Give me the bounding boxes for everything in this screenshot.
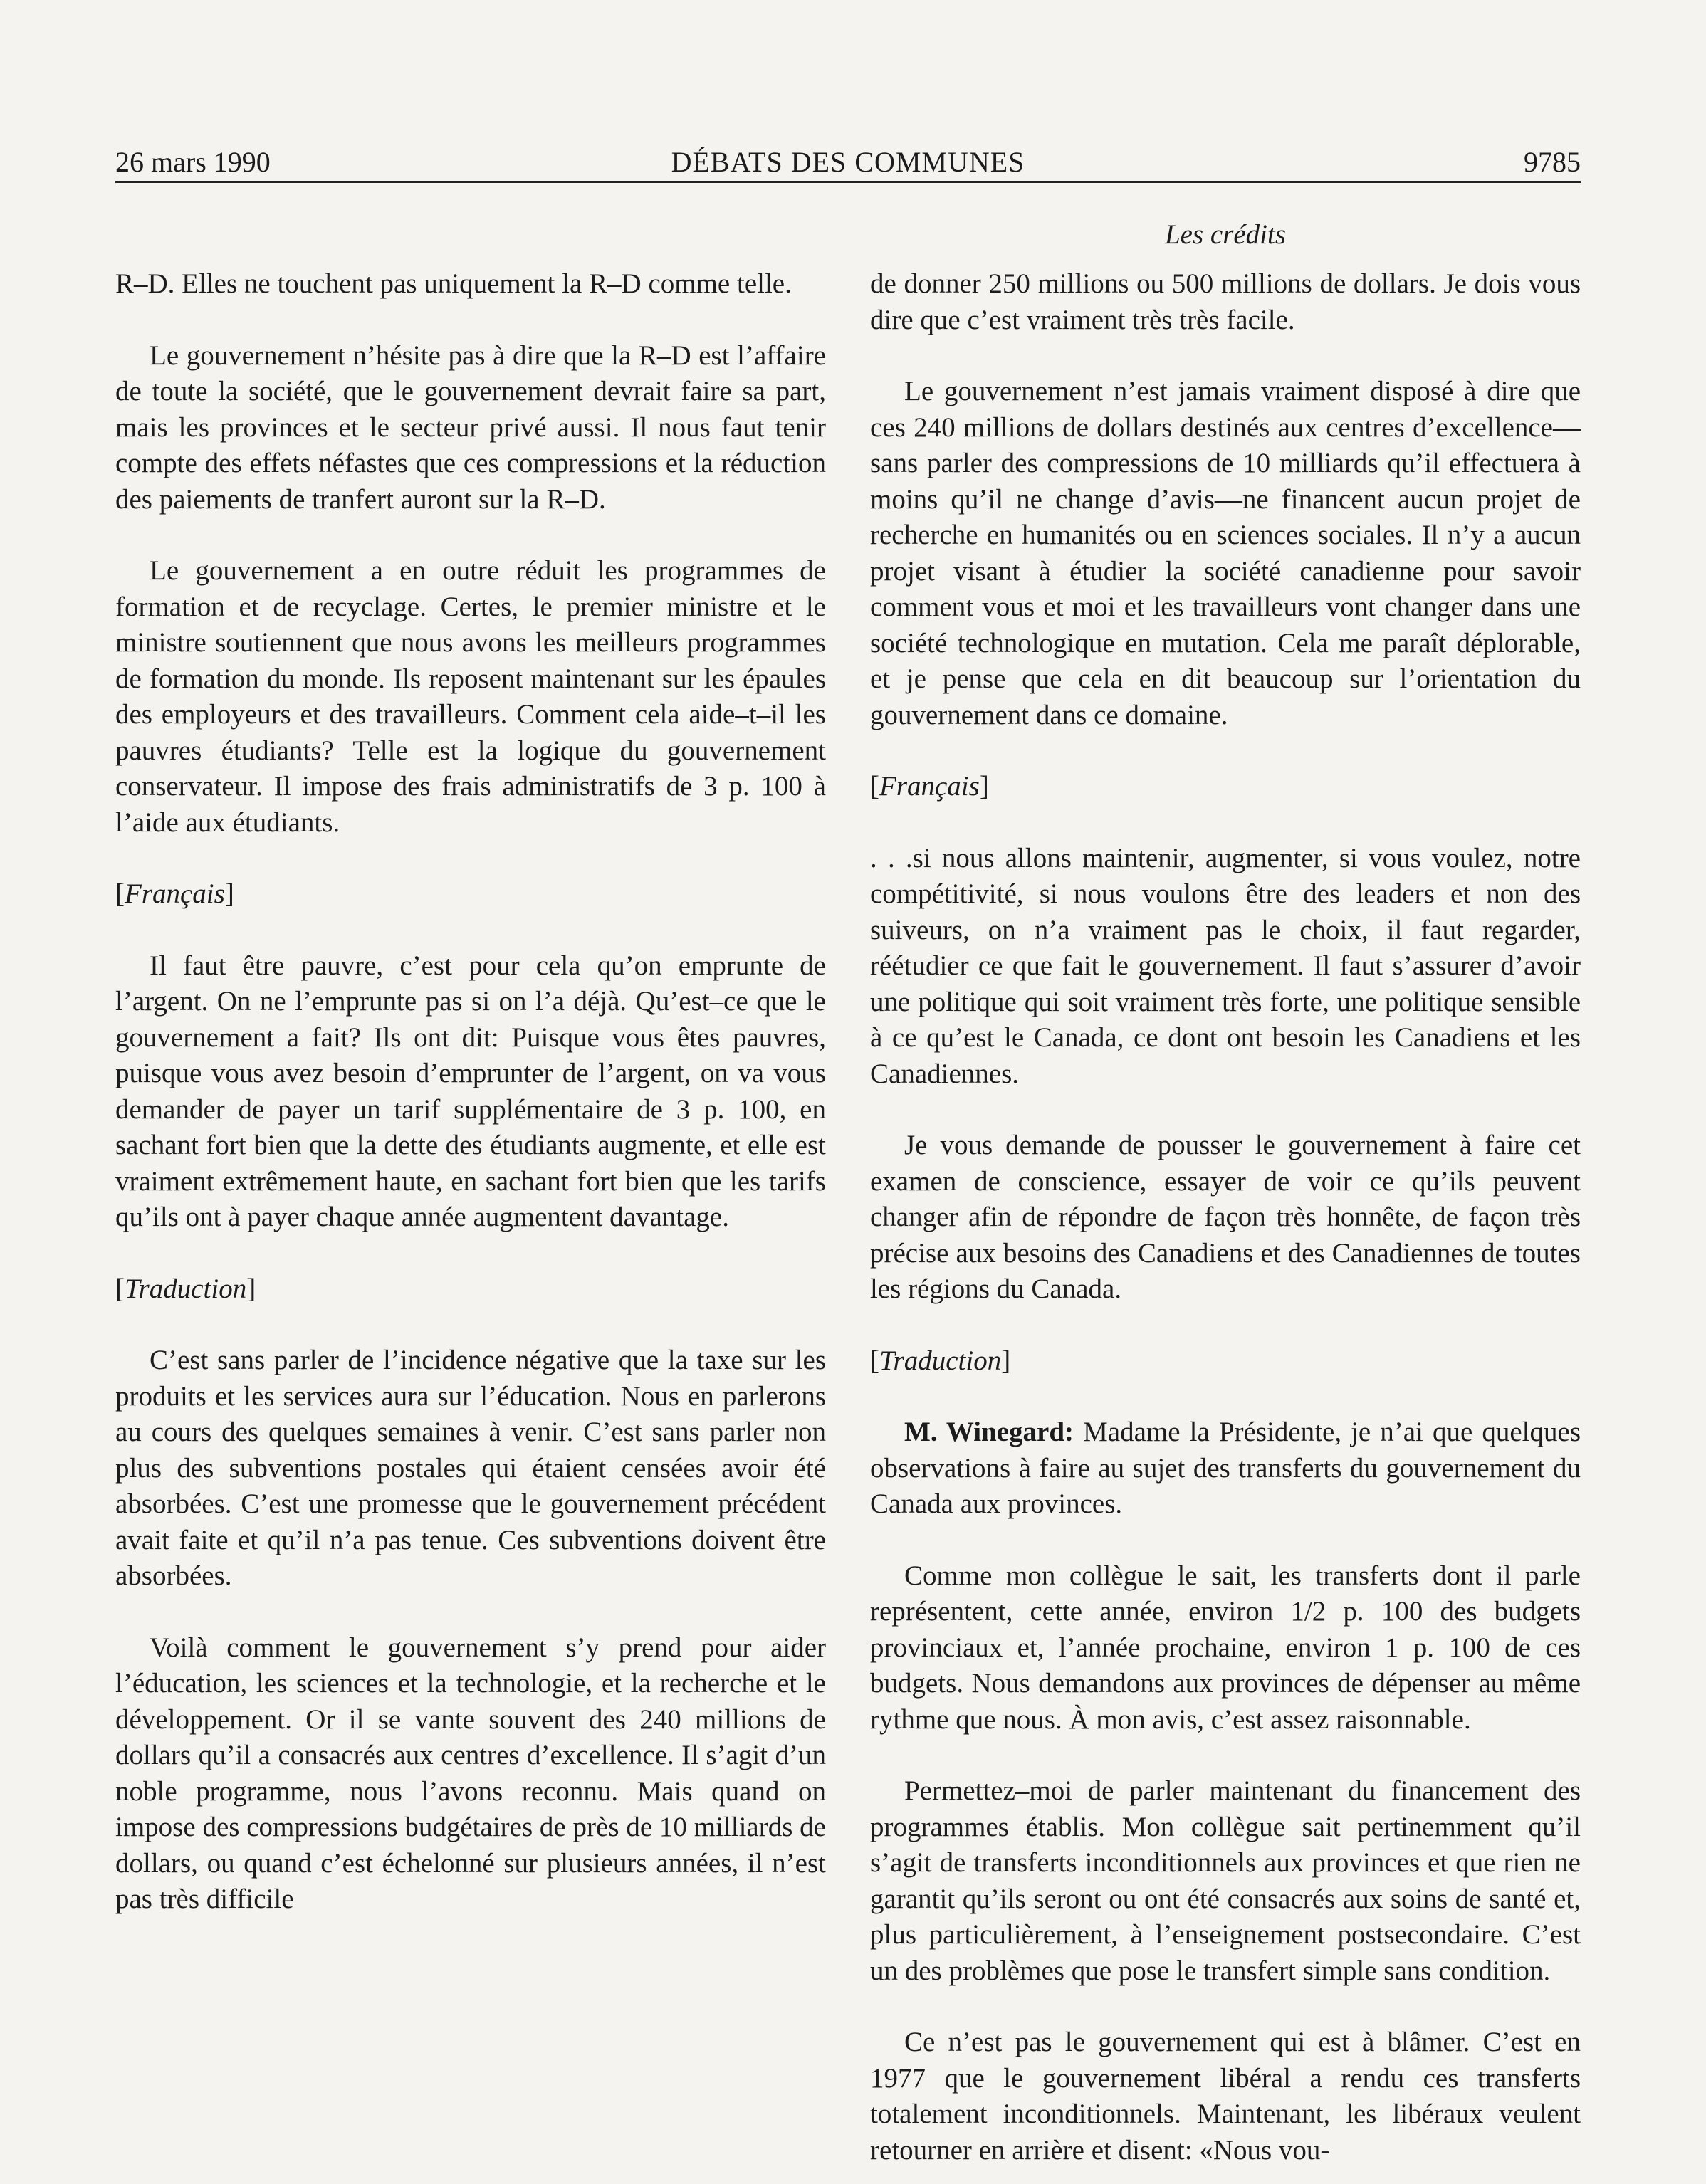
speaker-paragraph bbox=[870, 1414, 1581, 1523]
running-head: Les crédits bbox=[1164, 219, 1287, 250]
language-tag-label: Français bbox=[879, 771, 980, 802]
language-tag: [Traduction] bbox=[115, 1273, 256, 1304]
left-column bbox=[115, 266, 826, 2089]
paragraph-continued: R–D. Elles ne touchent pas uniquement la R–D comme telle. bbox=[115, 268, 792, 299]
language-tag-label: Traduction bbox=[125, 1273, 247, 1304]
right-column bbox=[870, 266, 1581, 2165]
language-tag-label: Français bbox=[125, 878, 225, 909]
paragraph: Il faut être pauvre, c’est pour cela qu’on emprunte de l’argent. On ne l’emprunte pas si on l’a déjà. Qu’est–ce que le gouvernement a fait? Ils ont dit: Puisque vous êtes pauvres, puisque vous avez besoin d’emprunter de l’argent, on va vous demander de payer un tarif supplémentaire de 3 p. 100, en sachant fort bien que la dette des étudiants augmente, et elle est vraiment extrêmement haute, en sachant fort bien que les tarifs qu’ils ont à payer chaque année augmentent davantage. bbox=[115, 950, 826, 1232]
paragraph: C’est sans parler de l’incidence négative que la taxe sur les produits et les services aura sur l’éducation. Nous en parlerons au cours des quelques semaines à venir. C’est sans parler non plus des subventions postales qui étaient censées avoir été absorbées. C’est une promesse que le gouvernement précédent avait faite et qu’il n’a pas tenue. Ces subventions doivent être absorbées. bbox=[115, 1345, 826, 1591]
language-tag: [Traduction] bbox=[870, 1345, 1011, 1376]
paragraph: Le gouvernement n’hésite pas à dire que la R–D est l’affaire de toute la société, que le gouvernement devrait faire sa part, mais les provinces et le secteur privé aussi. Il nous faut tenir compte des effets néfastes que ces compressions et la réduction des paiements de tranfert auront sur la R–D. bbox=[115, 340, 826, 515]
paragraph: Je vous demande de pousser le gouvernement à faire cet examen de conscience, essayer de voir ce qu’ils peuvent changer afin de répondre de façon très honnête, de façon très précise aux besoins des Canadiens et des Canadiennes de toutes les régions du Canada. bbox=[870, 1130, 1581, 1304]
paragraph: Le gouvernement a en outre réduit les programmes de formation et de recyclage. Certes, le premier ministre et le ministre soutiennent que nous avons les meilleurs programmes de formation du monde. Ils reposent maintenant sur les épaules des employeurs et des travailleurs. Comment cela aide–t–il les pauvres étudiants? Telle est la logique du gouvernement conservateur. Il impose des frais administratifs de 3 p. 100 à l’aide aux étudiants. bbox=[115, 555, 826, 838]
page-number: 9785 bbox=[1524, 146, 1581, 178]
paragraph: Le gouvernement n’est jamais vraiment disposé à dire que ces 240 millions de dollars destinés aux centres d’excellence—sans parler des compressions de 10 milliards qu’il effectuera à moins qu’il ne change d’avis—ne financent aucun projet de recherche en humanités ou en sciences sociales. Il n’y a aucun projet visant à étudier la société canadienne pour savoir comment vous et moi et les travailleurs vont changer dans une société technologique en mutation. Cela me paraît déplorable, et je pense que cela en dit beaucoup sur l’orientation du gouvernement dans ce domaine. bbox=[870, 376, 1581, 730]
paragraph-continued: de donner 250 millions ou 500 millions de dollars. Je dois vous dire que c’est vraiment très très facile. bbox=[870, 268, 1581, 335]
header-rule bbox=[115, 181, 1581, 183]
paragraph: Comme mon collègue le sait, les transferts dont il parle représentent, cette année, environ 1/2 p. 100 des budgets provinciaux et, l’année prochaine, environ 1 p. 100 de ces budgets. Nous demandons aux provinces de dépenser au même rythme que nous. À mon avis, c’est assez raisonnable. bbox=[870, 1560, 1581, 1735]
page-header bbox=[115, 141, 1581, 184]
speaker-name: M. Winegard: bbox=[904, 1417, 1074, 1447]
paragraph-continued: . . .si nous allons maintenir, augmenter, si vous voulez, notre compétitivité, si nous voulons être des leaders et non des suiveurs, on n’a vraiment pas le choix, il faut regarder, réétudier ce que fait le gouvernement. Il faut s’assurer d’avoir une politique qui soit vraiment très forte, une politique sensible à ce qu’est le Canada, ce dont ont besoin les Canadiens et les Canadiennes. bbox=[870, 842, 1581, 1089]
header-date: 26 mars 1990 bbox=[115, 146, 271, 178]
language-tag-label: Traduction bbox=[879, 1345, 1002, 1376]
paragraph: Ce n’est pas le gouvernement qui est à blâmer. C’est en 1977 que le gouvernement libéral a rendu ces transferts totalement inconditionnels. Maintenant, les libéraux veulent retourner en arrière et disent: «Nous vou- bbox=[870, 2027, 1581, 2165]
paragraph: Voilà comment le gouvernement s’y prend pour aider l’éducation, les sciences et la technologie, et la recherche et le développement. Or il se vante souvent des 240 millions de dollars qu’il a consacrés aux centres d’excellence. Il s’agit d’un noble programme, nous l’avons reconnu. Mais quand on impose des compressions budgétaires de près de 10 milliards de dollars, ou quand c’est échelonné sur plusieurs années, il n’est pas très difficile bbox=[115, 1632, 826, 1914]
language-tag: [Français] bbox=[115, 878, 234, 909]
speaker-text: Madame la Présidente, je n’ai que quelques observations à faire au sujet des transferts du gouvernement du Canada aux provinces. bbox=[870, 1417, 1581, 1519]
paragraph: Permettez–moi de parler maintenant du financement des programmes établis. Mon collègue sait pertinemment qu’il s’agit de transferts inconditionnels aux provinces et que rien ne garantit qu’ils seront ou ont été consacrés aux soins de santé et, plus particulièrement, à l’enseignement postsecondaire. C’est un des problèmes que pose le transfert simple sans condition. bbox=[870, 1775, 1581, 1986]
header-title: DÉBATS DES COMMUNES bbox=[671, 146, 1025, 178]
language-tag: [Français] bbox=[870, 771, 989, 802]
